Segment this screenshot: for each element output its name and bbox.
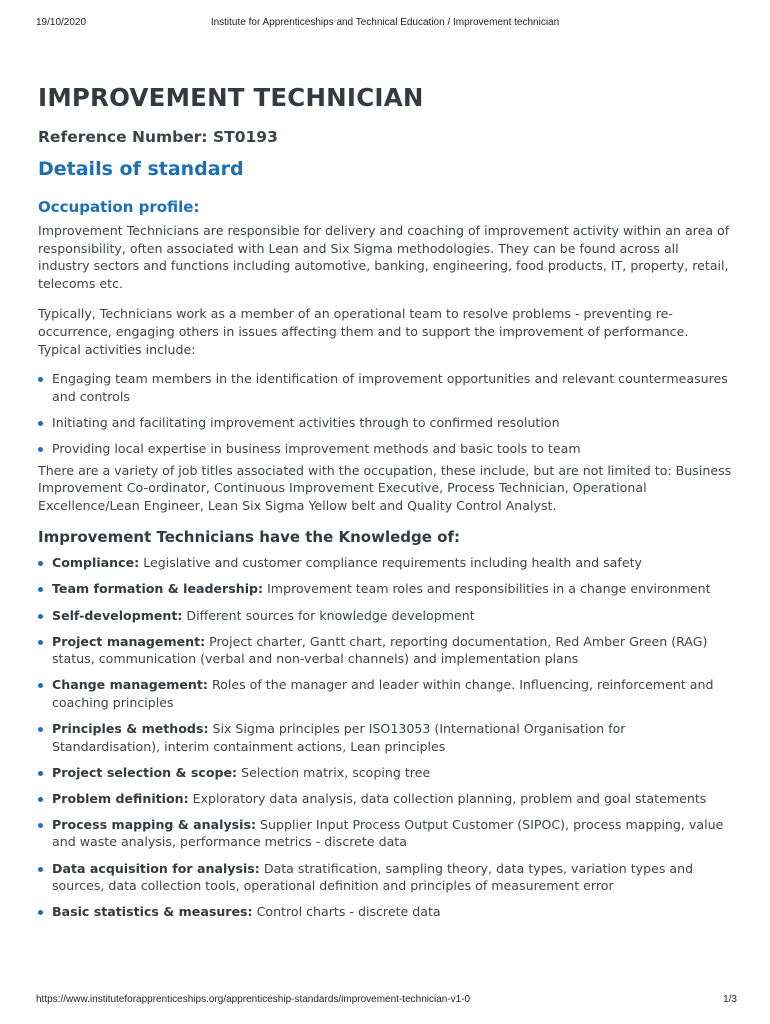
- knowledge-item: Principles & methods: Six Sigma principles per ISO13053 (International Organisation for Standardisation), interim containment actions, Lean principles: [38, 720, 732, 755]
- bullet-icon: [38, 640, 43, 645]
- print-url: https://www.instituteforapprenticeships.org/apprenticeship-standards/improvement-technician-v1-0: [36, 994, 471, 1005]
- knowledge-item: Process mapping & analysis: Supplier Input Process Output Customer (SIPOC), process mapping, value and waste analysis, performance metrics - discrete data: [38, 816, 732, 851]
- bullet-icon: [38, 797, 43, 802]
- bullet-icon: [38, 910, 43, 915]
- knowledge-item: Basic statistics & measures: Control charts - discrete data: [38, 903, 732, 921]
- bullet-icon: [38, 614, 43, 619]
- bullet-icon: [38, 587, 43, 592]
- activities-list: [38, 370, 732, 457]
- print-title: Institute for Apprenticeships and Technical Education / Improvement technician: [210, 17, 560, 28]
- knowledge-item: Compliance: Legislative and customer compliance requirements including health and safety: [38, 554, 732, 572]
- knowledge-item: Change management: Roles of the manager and leader within change. Influencing, reinforcement and coaching principles: [38, 676, 732, 711]
- bullet-icon: [38, 377, 43, 382]
- bullet-icon: [38, 727, 43, 732]
- occupation-profile-heading: Occupation profile:: [38, 198, 200, 216]
- knowledge-item: Project selection & scope: Selection matrix, scoping tree: [38, 764, 732, 782]
- bullet-icon: [38, 561, 43, 566]
- knowledge-list: [38, 554, 732, 921]
- section-heading: Details of standard: [38, 158, 244, 180]
- occupation-paragraph-2: Typically, Technicians work as a member of an operational team to resolve problems - preventing re-occurrence, engaging others in issues affecting them and to support the improvement of performance. Typical activities include:: [38, 306, 689, 357]
- job-titles-paragraph: There are a variety of job titles associated with the occupation, these include, but are not limited to: Business Improvement Co-ordinator, Continuous Improvement Executive, Process Technician, Operational Excellence/Lean Engineer, Lean Six Sigma Yellow belt and Quality Control Analyst.: [38, 462, 732, 513]
- list-item: Providing local expertise in business improvement methods and basic tools to team: [38, 440, 732, 458]
- list-item: Initiating and facilitating improvement activities through to confirmed resolution: [38, 414, 732, 432]
- reference-number: Reference Number: ST0193: [38, 128, 278, 146]
- page-number: 1/3: [723, 994, 737, 1005]
- bullet-icon: [38, 683, 43, 688]
- knowledge-item: Project management: Project charter, Gantt chart, reporting documentation, Red Amber Green (RAG) status, communication (verbal and non-verbal channels) and implementation plans: [38, 633, 732, 668]
- bullet-icon: [38, 823, 43, 828]
- bullet-icon: [38, 771, 43, 776]
- knowledge-item: Team formation & leadership: Improvement team roles and responsibilities in a change environment: [38, 580, 732, 598]
- bullet-icon: [38, 421, 43, 426]
- knowledge-item: Self-development: Different sources for knowledge development: [38, 607, 732, 625]
- page-title: IMPROVEMENT TECHNICIAN: [38, 83, 424, 112]
- knowledge-heading: Improvement Technicians have the Knowledge of:: [38, 528, 460, 547]
- knowledge-item: Problem definition: Exploratory data analysis, data collection planning, problem and goal statements: [38, 790, 732, 808]
- occupation-paragraph-1: Improvement Technicians are responsible for delivery and coaching of improvement activity within an area of responsibility, often associated with Lean and Six Sigma methodologies. They can be found across all industry sectors and functions including automotive, banking, engineering, food products, IT, property, retail, telecoms etc.: [38, 223, 730, 291]
- print-date: 19/10/2020: [36, 17, 87, 28]
- list-item: Engaging team members in the identification of improvement opportunities and relevant countermeasures and controls: [38, 370, 732, 405]
- document-content: [38, 82, 732, 925]
- knowledge-item: Data acquisition for analysis: Data stratification, sampling theory, data types, variation types and sources, data collection tools, operational definition and principles of measurement error: [38, 860, 732, 895]
- bullet-icon: [38, 447, 43, 452]
- bullet-icon: [38, 867, 43, 872]
